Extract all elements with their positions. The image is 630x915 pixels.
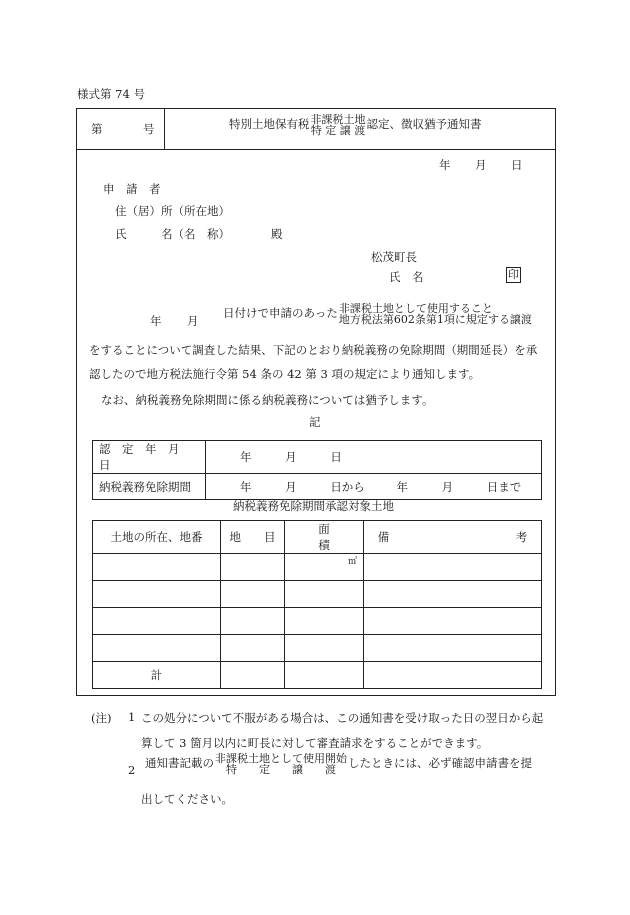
certified-date-label: 認 定 年 月 日 bbox=[93, 441, 206, 474]
note1-line1: この処分について不服がある場合は、この通知書を受け取った日の翌日から起 bbox=[141, 711, 544, 725]
number-label: 第 bbox=[91, 122, 103, 136]
note2-line1: 通知書記載の 非課税土地として使用開始 特 定 譲 渡 したときには、必ず確認申請書を提 bbox=[145, 752, 532, 776]
body-year: 年 bbox=[150, 314, 162, 328]
note1-number: 1 bbox=[128, 710, 136, 724]
address-label: 住（居）所（所在地） bbox=[115, 204, 230, 218]
note2-stack: 非課税土地として使用開始 特 定 譲 渡 bbox=[215, 752, 347, 776]
land-table bbox=[92, 520, 542, 689]
title-stack: 非課税土地 特 定 譲 渡 bbox=[310, 113, 366, 137]
note1-line2: 算して 3 箇月以内に町長に対して審査請求をすることができます。 bbox=[141, 736, 489, 750]
dates-table bbox=[92, 440, 542, 500]
exemption-period-label: 納税義務免除期間 bbox=[93, 474, 206, 500]
ki-heading: 記 bbox=[309, 415, 321, 429]
honorific: 殿 bbox=[271, 227, 283, 241]
issuer-title: 松茂町長 bbox=[371, 250, 417, 264]
total-label: 計 bbox=[93, 662, 221, 689]
applicant-label: 申 請 者 bbox=[103, 182, 161, 196]
form-number: 様式第 74 号 bbox=[77, 87, 145, 101]
exemption-period-value: 年 月 日から 年 月 日まで bbox=[206, 474, 542, 500]
table-row bbox=[93, 581, 542, 608]
land-table-caption: 納税義務免除期間承認対象土地 bbox=[233, 499, 394, 513]
notes-label: (注) bbox=[91, 711, 112, 725]
date-month: 月 bbox=[475, 158, 487, 172]
body-line3: 認したので地方税法施行令第 54 条の 42 第 3 項の規定により通知します。 bbox=[89, 367, 481, 381]
note2-line2: 出してください。 bbox=[141, 792, 233, 806]
col-location: 土地の所在、地番 bbox=[93, 521, 221, 554]
table-row bbox=[93, 554, 542, 581]
number-suffix: 号 bbox=[143, 122, 155, 136]
issuer-name-label: 氏 名 bbox=[389, 270, 424, 284]
table-row bbox=[93, 662, 542, 689]
body-stack: 非課税土地として使用すること 地方税法第602条第1項に規定する譲渡 bbox=[338, 302, 532, 326]
date-year: 年 bbox=[439, 158, 451, 172]
note2-number: 2 bbox=[128, 763, 136, 777]
date-day: 日 bbox=[511, 158, 523, 172]
body-month: 月 bbox=[187, 314, 199, 328]
name-label: 氏 名（名 称） bbox=[115, 227, 230, 241]
certified-date-value: 年 月 日 bbox=[206, 441, 542, 474]
col-category: 地 目 bbox=[221, 521, 285, 554]
body-line2: をすることについて調査した結果、下記のとおり納税義務の免除期間（期間延長）を承 bbox=[89, 343, 538, 357]
seal-mark: 印 bbox=[508, 268, 519, 281]
document-title: 特別土地保有税 非課税土地 特 定 譲 渡 認定、徴収猶予通知書 bbox=[229, 113, 482, 137]
col-remarks: 備 考 bbox=[364, 521, 542, 554]
col-area: 面 積 bbox=[285, 521, 364, 554]
body-line1: 日付けで申請のあった 非課税土地として使用すること 地方税法第602条第1項に規定する譲渡 bbox=[223, 302, 532, 326]
area-unit: ㎡ bbox=[285, 554, 364, 581]
notice-frame bbox=[76, 108, 556, 696]
body-para2: なお、納税義務免除期間に係る納税義務については猶予します。 bbox=[101, 393, 434, 407]
table-row bbox=[93, 635, 542, 662]
table-row bbox=[93, 608, 542, 635]
